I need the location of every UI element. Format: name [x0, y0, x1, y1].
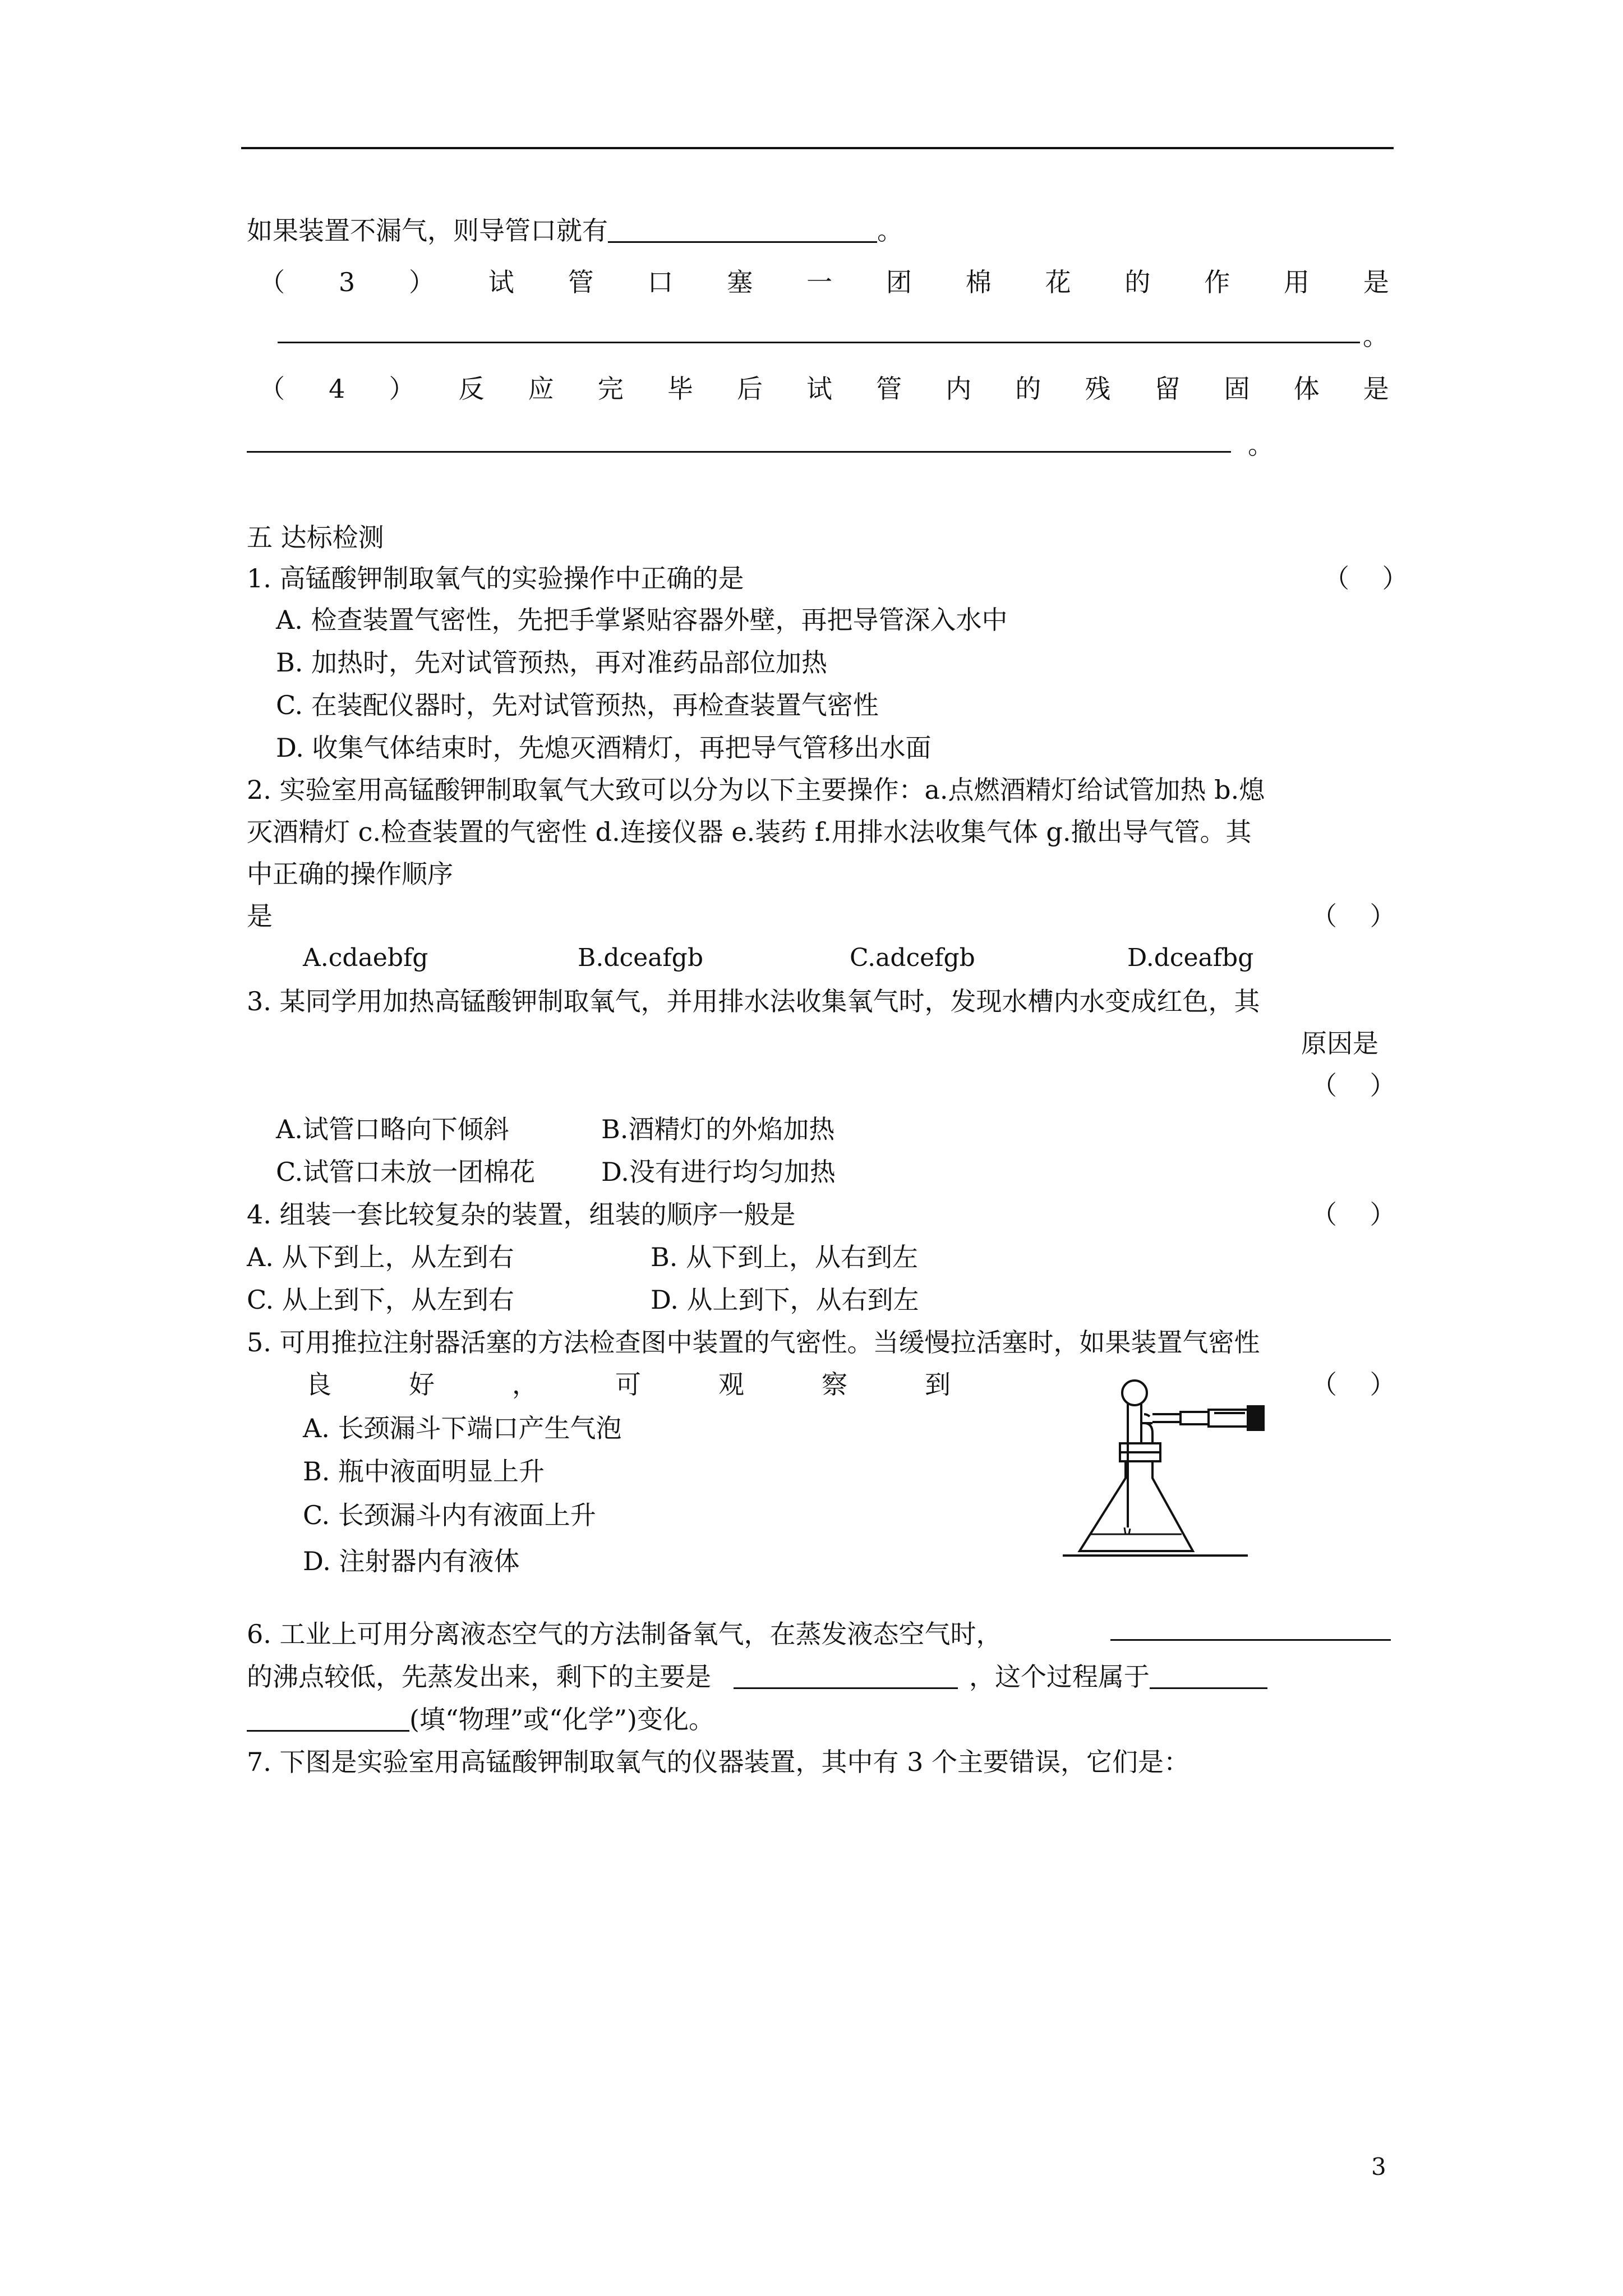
syringe: [1209, 1406, 1264, 1430]
continuation-line-1: 如果装置不漏气，则导管口就有 。: [247, 215, 903, 246]
q4-sub-end: 。: [1248, 430, 1274, 460]
q5-option-d: D. 注射器内有液体: [303, 1546, 520, 1576]
q5-option-c: C. 长颈漏斗内有液面上升: [303, 1500, 596, 1530]
q2-answer-paren[interactable]: （ ）: [1311, 901, 1396, 931]
q6-line-1: 6. 工业上可用分离液态空气的方法制备氧气，在蒸发液态空气时，: [247, 1619, 1002, 1649]
q1-stem: 1. 高锰酸钾制取氧气的实验操作中正确的是: [247, 563, 744, 593]
header-rule: [241, 147, 1394, 149]
q4-option-b: B. 从下到上，从右到左: [651, 1242, 919, 1272]
q3-sub-end: 。: [1363, 321, 1389, 351]
q2-line-3: 中正确的操作顺序: [247, 859, 453, 889]
gas-tightness-apparatus-figure: [1063, 1377, 1276, 1562]
q3-option-a: A.试管口略向下倾斜: [276, 1114, 509, 1144]
section-title: 五 达标检测: [247, 522, 384, 553]
stopper: [1120, 1443, 1160, 1461]
q4-option-a: A. 从下到上，从左到右: [247, 1242, 514, 1272]
conical-flask: [1080, 1461, 1193, 1551]
q2-option-a: A.cdaebfg: [303, 944, 428, 972]
page-number: 3: [1371, 2153, 1386, 2180]
q3-option-b: B.酒精灯的外焰加热: [601, 1114, 835, 1144]
q6-line-3: (填“物理”或“化学”)变化。: [247, 1706, 714, 1732]
q7-stem: 7. 下图是实验室用高锰酸钾制取氧气的仪器装置，其中有 3 个主要错误，它们是：: [247, 1747, 1190, 1777]
q1-option-c: C. 在装配仪器时，先对试管预热，再检查装置气密性: [276, 690, 879, 720]
q4-option-d: D. 从上到下，从右到左: [651, 1285, 919, 1315]
q2-line-2: 灭酒精灯 c.检查装置的气密性 d.连接仪器 e.装药 f.用排水法收集气体 g.撤出导气管。其: [247, 817, 1252, 847]
q2-option-c: C.adcefgb: [850, 944, 975, 972]
q3-sub-answer-blank[interactable]: [278, 317, 1360, 343]
side-tube: [1141, 1414, 1181, 1443]
q6-blank-2[interactable]: [734, 1687, 958, 1689]
q1-answer-paren[interactable]: （ ）: [1324, 563, 1408, 593]
rubber-connector: [1181, 1412, 1209, 1424]
q5-answer-paren[interactable]: （ ）: [1311, 1369, 1396, 1400]
q6-blank-3-continued[interactable]: [247, 1730, 409, 1732]
q1-option-d: D. 收集气体结束时，先熄灭酒精灯，再把导气管移出水面: [276, 733, 932, 763]
q6-blank-1[interactable]: [1110, 1616, 1391, 1641]
long-neck-funnel: [1122, 1381, 1147, 1527]
q2-line-4: 是: [247, 901, 273, 931]
q3-line-1: 3. 某同学用加热高锰酸钾制取氧气，并用排水法收集氧气时，发现水槽内水变成红色，其: [247, 986, 1260, 1016]
q2-line-1: 2. 实验室用高锰酸钾制取氧气大致可以分为以下主要操作：a.点燃酒精灯给试管加热 b.熄: [247, 775, 1265, 805]
q4-option-c: C. 从上到下，从左到右: [247, 1285, 514, 1315]
q3-line-2: 原因是: [1301, 1028, 1378, 1059]
q1-option-a: A. 检查装置气密性，先把手掌紧贴容器外壁，再把导管深入水中: [276, 605, 1008, 635]
q5-line-1: 5. 可用推拉注射器活塞的方法检查图中装置的气密性。当缓慢拉活塞时，如果装置气密性: [247, 1327, 1260, 1358]
q3-option-c: C.试管口未放一团棉花: [276, 1157, 536, 1187]
q5-option-a: A. 长颈漏斗下端口产生气泡: [303, 1413, 622, 1443]
q5-option-b: B. 瓶中液面明显上升: [303, 1456, 545, 1487]
q4-stem: 4. 组装一套比较复杂的装置，组装的顺序一般是: [247, 1199, 796, 1230]
q4-sub-line: （ 4 ） 反 应 完 毕 后 试 管 内 的 残 留 固 体 是: [259, 374, 1389, 404]
q2-option-b: B.dceafgb: [578, 944, 704, 972]
q4-sub-answer-blank[interactable]: [247, 426, 1231, 453]
q3-answer-paren[interactable]: （ ）: [1311, 1070, 1396, 1101]
q3-option-d: D.没有进行均匀加热: [601, 1157, 836, 1187]
q3-sub-line: （ 3 ） 试 管 口 塞 一 团 棉 花 的 作 用 是: [259, 267, 1389, 297]
q5-line-2: 良 好 ， 可 观 察 到: [306, 1369, 951, 1400]
q4-answer-paren[interactable]: （ ）: [1311, 1199, 1396, 1230]
q2-option-d: D.dceafbg: [1127, 944, 1254, 972]
q6-blank-3[interactable]: [1150, 1687, 1267, 1689]
q6-line-2: 的沸点较低，先蒸发出来，剩下的主要是 ，这个过程属于: [247, 1664, 1267, 1690]
q1-option-b: B. 加热时，先对试管预热，再对准药品部位加热: [276, 647, 828, 678]
answer-blank[interactable]: [608, 241, 877, 243]
